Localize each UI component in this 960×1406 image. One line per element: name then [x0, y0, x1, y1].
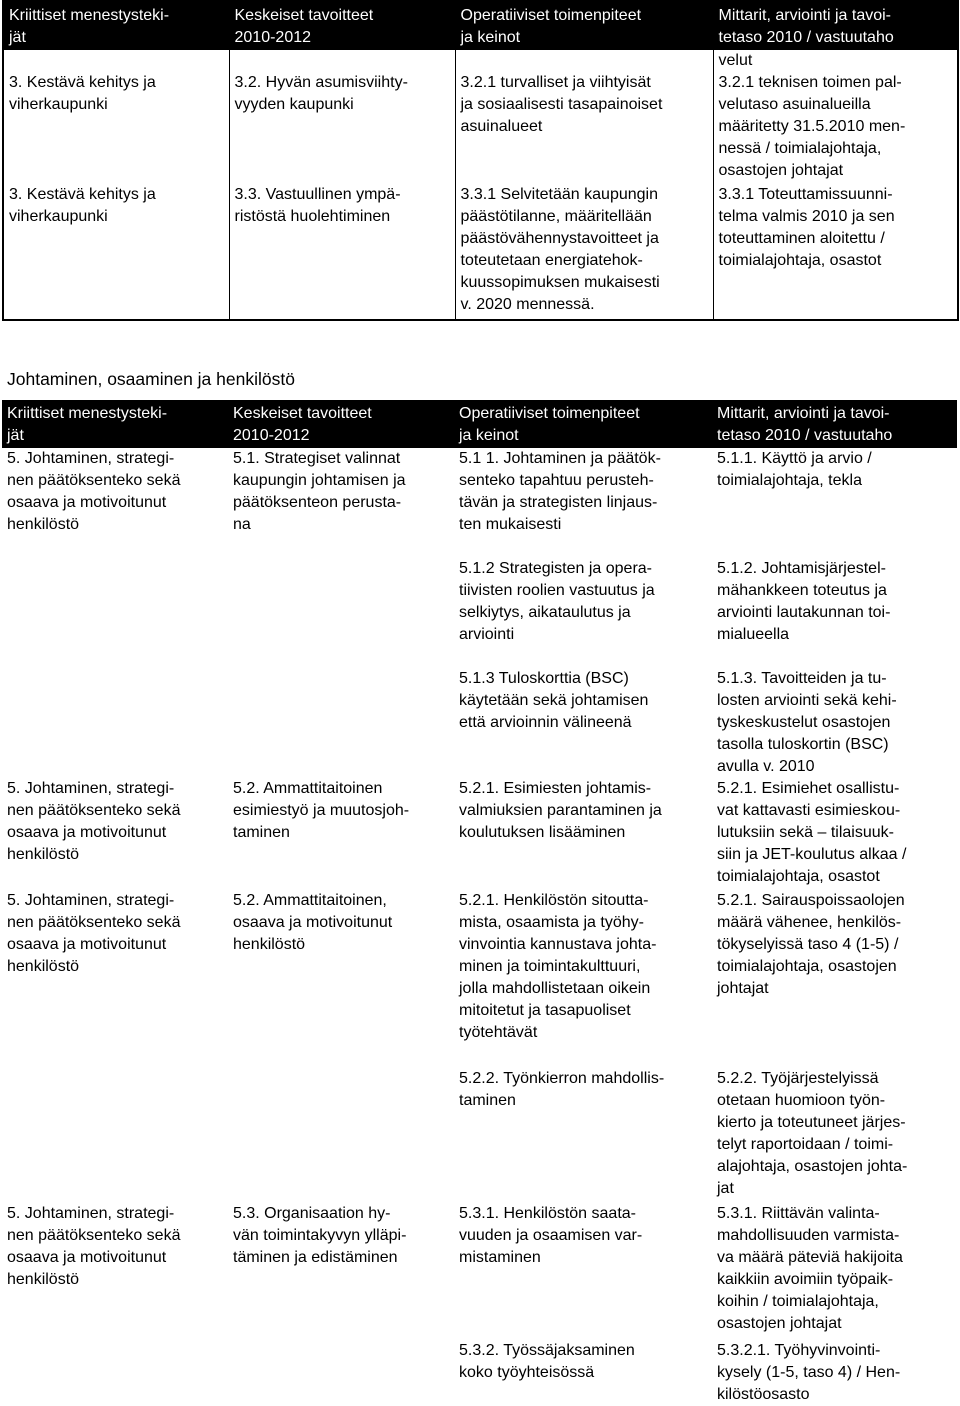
table-cell	[228, 558, 454, 668]
table-cell: 3. Kestävä kehitys ja viherkaupunki	[3, 72, 229, 184]
table-cell: 5.3. Organisaation hy- vän toimintakyvyn ylläpi- täminen ja edistäminen	[233, 1205, 407, 1266]
table-row	[2, 1203, 957, 1340]
table-cell: 5.3.1. Henkilöstön saata- vuuden ja osaamisen var- mistaminen	[459, 1205, 643, 1266]
table-row	[2, 890, 957, 1068]
table-cell: 3.3.1 Selvitetään kaupungin päästötilanne, määritellään päästövähennystavoitteet ja toteutetaan energiatehok- kuussopimuksen mukaisesti v. 2020 mennessä.	[455, 184, 713, 320]
table-cell: 5. Johtaminen, strategi- nen päätöksenteko sekä osaava ja motivoitunut henkilöstö	[7, 450, 181, 533]
table-cell	[228, 1340, 454, 1406]
table-cell: 5. Johtaminen, strategi- nen päätöksenteko sekä osaava ja motivoitunut henkilöstö	[7, 1205, 181, 1288]
strategy-table-environment	[2, 0, 959, 321]
table-cell: 5.2.1. Esimiesten johtamis- valmiuksien parantaminen ja koulutuksen lisääminen	[459, 780, 662, 841]
table-row	[2, 448, 957, 558]
table-cell: 5.1.3. Tavoitteiden ja tu- losten arviointi sekä kehi- tyskeskustelut osastojen tasolla tuloskortin (BSC) avulla v. 2010	[717, 670, 897, 775]
table-cell	[2, 1340, 228, 1406]
table-cell	[228, 668, 454, 778]
table-cell: 5.3.1. Riittävän valinta- mahdollisuuden varmista- va määrä päteviä hakijoita kaikkiin avoimiin työpaik- koihin / toimialajohtaja, osastojen johtajat	[717, 1205, 903, 1332]
table-cell	[228, 1068, 454, 1203]
header-critical-factors: Kriittiset menestysteki- jät	[2, 400, 228, 448]
table-cell: 5.3.2.1. Työhyvinvointi- kysely (1-5, taso 4) / Hen- kilöstöosasto	[717, 1342, 901, 1403]
header-metrics: Mittarit, arviointi ja tavoi- tetaso 2010 / vastuutaho	[713, 1, 958, 50]
table-cell: velut	[713, 50, 958, 72]
table-cell: 3.2.1 turvalliset ja viihtyisät ja sosiaalisesti tasapainoiset asuinalueet	[455, 72, 713, 184]
table-cell	[2, 558, 228, 668]
table-cell: 5.2.2. Työjärjestelyissä otetaan huomioon työn- kierto ja toteutuneet järjes- telyt raportoidaan / toimi- alajohtaja, osastojen johta- jat	[717, 1070, 908, 1197]
table-cell: 5. Johtaminen, strategi- nen päätöksenteko sekä osaava ja motivoitunut henkilöstö	[7, 892, 181, 975]
header-critical-factors: Kriittiset menestysteki- jät	[3, 1, 229, 50]
table-cell: 3. Kestävä kehitys ja viherkaupunki	[3, 184, 229, 320]
table-cell: 5.3.2. Työssäjaksaminen koko työyhteisössä	[459, 1342, 635, 1381]
table-row	[2, 778, 957, 890]
table-cell: 5.1.3 Tuloskorttia (BSC) käytetään sekä johtamisen että arvioinnin välineenä	[459, 670, 649, 731]
section-title: Johtaminen, osaaminen ja henkilöstö	[7, 369, 295, 389]
table-cell: 5.1.2 Strategisten ja opera- tiivisten roolien vastuutus ja selkiytys, aikataulutus ja arviointi	[459, 560, 655, 643]
table-cell: 5.2. Ammattitaitoinen esimiestyö ja muutosjoh- taminen	[233, 780, 410, 841]
table-cell: 5.1 1. Johtaminen ja päätök- senteko tapahtuu perusteh- tävän ja strategisten linjaus- ten mukaisesti	[459, 450, 661, 533]
table-cell: 3.2.1 teknisen toimen pal- velutaso asuinalueilla määritetty 31.5.2010 men- nessä / toimialajohtaja, osastojen johtajat	[713, 72, 958, 184]
table-row	[3, 72, 958, 184]
table-cell	[2, 668, 228, 778]
table-cell: 5.1. Strategiset valinnat kaupungin johtamisen ja päätöksenteon perusta- na	[233, 450, 406, 533]
header-metrics: Mittarit, arviointi ja tavoi- tetaso 2010 / vastuutaho	[712, 400, 957, 448]
table-cell: 5.1.2. Johtamisjärjestel- mähankkeen toteutus ja arviointi lautakunnan toi- mialueella	[717, 560, 891, 643]
table-row	[2, 1068, 957, 1203]
header-key-goals: Keskeiset tavoitteet 2010-2012	[229, 1, 455, 50]
table-cell	[455, 50, 713, 72]
table-cell	[2, 1068, 228, 1203]
table-cell	[3, 50, 229, 72]
header-key-goals: Keskeiset tavoitteet 2010-2012	[228, 400, 454, 448]
table-cell: 3.3.1 Toteuttamissuunni- telma valmis 2010 ja sen toteuttaminen aloitettu / toimialajohtaja, osastot	[713, 184, 958, 320]
table-cell: 5.2. Ammattitaitoinen, osaava ja motivoitunut henkilöstö	[233, 892, 393, 953]
table-cell: 5.2.2. Työnkierron mahdollis- taminen	[459, 1070, 665, 1109]
table-cell	[229, 50, 455, 72]
table-row	[2, 668, 957, 778]
table-cell: 5.1.1. Käyttö ja arvio / toimialajohtaja, tekla	[717, 450, 872, 489]
table-cell: 5.2.1. Esimiehet osallistu- vat kattavasti esimieskou- lutuksiin sekä – tilaisuuk- siin ja JET-koulutus alkaa / toimialajohtaja, osastot	[717, 780, 907, 885]
table-header-row	[2, 400, 957, 448]
table-row	[2, 1340, 957, 1406]
header-operative-measures: Operatiiviset toimenpiteet ja keinot	[455, 1, 713, 50]
header-operative-measures: Operatiiviset toimenpiteet ja keinot	[454, 400, 712, 448]
table-row	[3, 50, 958, 72]
table-row	[3, 184, 958, 320]
table-cell: 5. Johtaminen, strategi- nen päätöksenteko sekä osaava ja motivoitunut henkilöstö	[7, 780, 181, 863]
table-row	[2, 558, 957, 668]
table-cell: 3.2. Hyvän asumisviihty- vyyden kaupunki	[229, 72, 455, 184]
strategy-table-leadership	[2, 400, 957, 1406]
table-cell: 3.3. Vastuullinen ympä- ristöstä huolehtiminen	[229, 184, 455, 320]
table-header-row	[3, 1, 958, 50]
table-cell: 5.2.1. Henkilöstön sitoutta- mista, osaamista ja työhy- vinvointia kannustava johta- minen ja toimintakulttuuri, jolla mahdollistetaan oikein mitoitetut ja tasapuoliset työtehtävät	[459, 892, 657, 1041]
table-cell: 5.2.1. Sairauspoissaolojen määrä vähenee, henkilös- tökyselyissä taso 4 (1-5) / toimialajohtaja, osastojen johtajat	[717, 892, 905, 997]
